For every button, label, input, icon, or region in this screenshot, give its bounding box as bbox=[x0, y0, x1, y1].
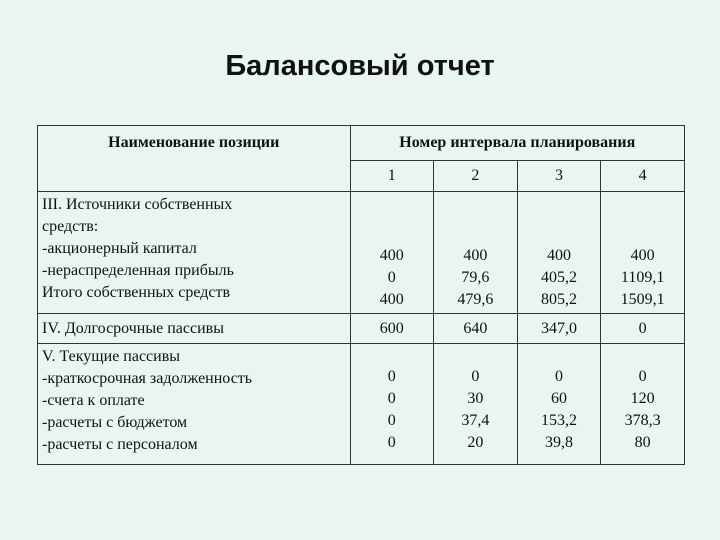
table-row bbox=[38, 314, 685, 344]
value-cell bbox=[517, 192, 601, 314]
value: 400 bbox=[379, 247, 404, 265]
row-label-line: -расчеты с бюджетом bbox=[42, 414, 188, 432]
row-label-equity bbox=[38, 192, 351, 314]
value: 20 bbox=[467, 434, 484, 452]
value: 400 bbox=[379, 291, 404, 309]
header-interval-label: Номер интервала планирования bbox=[399, 133, 636, 151]
row-label-line: III. Источники собственных bbox=[42, 196, 233, 214]
row-label-line: средств: bbox=[42, 218, 99, 236]
value: 0 bbox=[387, 434, 396, 452]
value: 39,8 bbox=[544, 434, 573, 452]
value: 0 bbox=[471, 368, 480, 386]
row-label-line: Итого собственных средств bbox=[42, 284, 231, 302]
period-header-3: 3 bbox=[517, 160, 601, 191]
row-label-longterm bbox=[38, 314, 351, 344]
value: 153,2 bbox=[540, 412, 577, 430]
value: 0 bbox=[387, 412, 396, 430]
value-cell bbox=[517, 314, 601, 344]
row-label-line: IV. Долгосрочные пассивы bbox=[42, 319, 224, 337]
period-header-4: 4 bbox=[601, 160, 685, 191]
value: 640 bbox=[463, 319, 488, 337]
row-label-line: -расчеты с персоналом bbox=[42, 436, 198, 454]
value: 479,6 bbox=[457, 291, 494, 309]
header-name-cell bbox=[38, 126, 351, 192]
value: 0 bbox=[387, 269, 396, 287]
value: 378,3 bbox=[624, 412, 661, 430]
value: 1509,1 bbox=[620, 291, 665, 309]
value: 405,2 bbox=[540, 269, 577, 287]
value-cell bbox=[601, 192, 685, 314]
row-label-line: -акционерный капитал bbox=[42, 240, 197, 258]
value: 0 bbox=[638, 368, 647, 386]
value-cell bbox=[350, 192, 434, 314]
row-label-line: V. Текущие пассивы bbox=[42, 348, 181, 366]
value-cell bbox=[601, 314, 685, 344]
period-header-2: 2 bbox=[434, 160, 518, 191]
value: 600 bbox=[379, 319, 404, 337]
period-header-1: 1 bbox=[350, 160, 434, 191]
value-cell bbox=[434, 192, 518, 314]
value-cell bbox=[350, 314, 434, 344]
value: 347,0 bbox=[540, 319, 577, 337]
value: 120 bbox=[630, 390, 655, 408]
row-label-line: -краткосрочная задолженность bbox=[42, 370, 253, 388]
value-cell bbox=[434, 344, 518, 465]
value: 805,2 bbox=[540, 291, 577, 309]
title-text: Балансовый отчет bbox=[225, 50, 495, 82]
value: 79,6 bbox=[461, 269, 490, 287]
table-row bbox=[38, 192, 685, 314]
value: 400 bbox=[463, 247, 488, 265]
value: 60 bbox=[550, 390, 567, 408]
row-label-current bbox=[38, 344, 351, 465]
row-label-line: -нераспределенная прибыль bbox=[42, 262, 234, 280]
value-cell bbox=[350, 344, 434, 465]
header-name-label: Наименование позиции bbox=[108, 134, 280, 151]
value-cell bbox=[601, 344, 685, 465]
balance-table-container bbox=[37, 125, 685, 465]
value: 80 bbox=[634, 434, 651, 452]
page-title bbox=[0, 50, 720, 83]
balance-table bbox=[37, 125, 685, 465]
value: 0 bbox=[387, 390, 396, 408]
value: 0 bbox=[638, 319, 647, 337]
value: 1109,1 bbox=[620, 269, 665, 287]
value: 37,4 bbox=[461, 412, 490, 430]
header-interval-cell bbox=[350, 126, 684, 161]
value: 0 bbox=[554, 368, 563, 386]
value: 0 bbox=[387, 368, 396, 386]
value: 30 bbox=[467, 390, 484, 408]
row-label-line: -счета к оплате bbox=[42, 392, 145, 410]
table-row bbox=[38, 344, 685, 465]
value: 400 bbox=[546, 247, 571, 265]
value: 400 bbox=[630, 247, 655, 265]
value-cell bbox=[517, 344, 601, 465]
value-cell bbox=[434, 314, 518, 344]
